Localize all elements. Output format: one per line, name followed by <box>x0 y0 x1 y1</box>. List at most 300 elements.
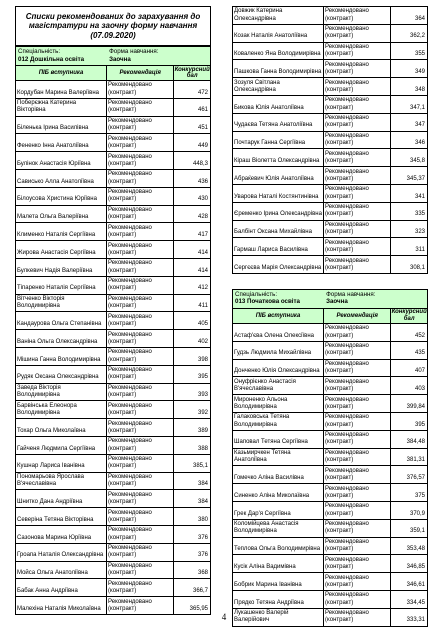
recommendation-basis: (контракт) <box>325 599 354 606</box>
applicant-name: Кусік Аліна Вадимівна <box>233 555 324 572</box>
competitive-score: 359,1 <box>409 528 425 535</box>
competitive-score: 393 <box>197 392 208 399</box>
table-row <box>232 203 428 221</box>
recommendation-cell <box>324 185 391 202</box>
applicant-name: Булкевич Надія Валеріївна <box>16 259 107 276</box>
applicant-name: Ваніна Ольга Олександрівна <box>16 330 107 347</box>
specialty-value: 013 Початкова освіта <box>235 298 300 306</box>
table-row <box>15 134 211 152</box>
competitive-score: 388 <box>197 445 208 452</box>
recommendation-status: Рекомендовано <box>325 467 369 474</box>
page-number: 4 <box>221 612 227 622</box>
recommendation-basis: (контракт) <box>325 211 354 218</box>
recommendation-cell <box>107 526 174 543</box>
competitive-score: 366,7 <box>192 587 208 594</box>
applicant-name: Поберєжна Катерина Вікторівна <box>16 99 107 116</box>
competitive-score: 417 <box>197 231 208 238</box>
applicant-name: Онуфрієнко Анастасія В'ячеславівна <box>233 377 324 394</box>
recommendation-basis: (контракт) <box>108 427 137 434</box>
table-row <box>232 342 428 360</box>
competitive-score: 436 <box>197 178 208 185</box>
recommendation-status: Рекомендовано <box>325 414 369 421</box>
recommendation-cell <box>107 259 174 276</box>
applicant-name: Гармаш Лариса Василівна <box>233 238 324 255</box>
column-header-recommendation: Рекомендація <box>107 66 174 80</box>
applicant-name: Тіпаренко Наталія Сергіївна <box>16 277 107 294</box>
applicant-name: Мироненко Альона Володимирівна <box>233 395 324 412</box>
recommendation-basis: (контракт) <box>108 142 137 149</box>
table-row <box>232 256 428 274</box>
applicant-name: Северіна Тетяна Вікторівна <box>16 508 107 525</box>
applicant-name: Астаф'єва Олена Олексіївна <box>233 324 324 341</box>
table-row <box>232 466 428 484</box>
competitive-score: 461 <box>197 107 208 114</box>
recommendation-status: Рекомендовано <box>108 206 152 213</box>
recommendation-cell <box>324 25 391 42</box>
column-header-score: Конкурсний бал <box>174 66 210 79</box>
recommendation-basis: (контракт) <box>325 229 354 236</box>
applicant-name: Кушнар Лариса Іванівна <box>16 455 107 472</box>
recommendation-status: Рекомендовано <box>108 456 152 463</box>
table-row <box>15 401 211 419</box>
table-row <box>232 7 428 25</box>
recommendation-status: Рекомендовано <box>325 221 369 228</box>
recommendation-basis: (контракт) <box>108 160 137 167</box>
recommendation-cell <box>324 377 391 394</box>
competitive-score: 399,84 <box>406 403 425 410</box>
applicant-name: Синенко Аліна Миколаївна <box>233 484 324 501</box>
competitive-score: 395 <box>414 421 425 428</box>
recommendation-status: Рекомендовано <box>325 115 369 122</box>
recommendation-basis: (контракт) <box>108 516 137 523</box>
recommendation-cell <box>324 60 391 77</box>
recommendation-cell <box>324 221 391 238</box>
recommendation-cell <box>107 99 174 116</box>
column-header-name: ПІБ вступника <box>233 309 324 323</box>
recommendation-basis: (контракт) <box>325 457 354 464</box>
recommendation-cell <box>107 562 174 579</box>
recommendation-status: Рекомендовано <box>325 43 369 50</box>
applicant-name: Зозуля Світлана Олександрівна <box>233 78 324 95</box>
study-form-value: Заочна <box>109 55 131 63</box>
recommendation-basis: (контракт) <box>325 33 354 40</box>
recommendation-cell <box>324 502 391 519</box>
recommendation-status: Рекомендовано <box>325 449 369 456</box>
competitive-score: 365,95 <box>189 605 208 612</box>
recommendation-cell <box>107 437 174 454</box>
recommendation-status: Рекомендовано <box>108 82 152 89</box>
competitive-score: 347,1 <box>409 104 425 111</box>
competitive-score: 449 <box>197 142 208 149</box>
recommendation-cell <box>107 348 174 365</box>
column-header-recommendation: Рекомендація <box>324 309 391 323</box>
recommendation-status: Рекомендовано <box>325 503 369 510</box>
recommendation-status: Рекомендовано <box>108 349 152 356</box>
applicant-name: Бикова Юлія Анатоліївна <box>233 96 324 113</box>
applicant-name: Барвінська Елеонора Володимирівна <box>16 401 107 418</box>
recommendation-basis: (контракт) <box>108 356 137 363</box>
competitive-score: 349 <box>414 68 425 75</box>
table-row <box>232 114 428 132</box>
recommendation-cell <box>107 277 174 294</box>
table-body-2 <box>232 324 428 627</box>
recommendation-status: Рекомендовано <box>108 562 152 569</box>
applicant-name: Сазонова Марина Юріївна <box>16 526 107 543</box>
competitive-score: 376,57 <box>406 474 425 481</box>
recommendation-basis: (контракт) <box>325 563 354 570</box>
recommendation-cell <box>324 7 391 24</box>
recommendation-status: Рекомендовано <box>325 432 369 439</box>
recommendation-cell <box>324 538 391 555</box>
recommendation-basis: (контракт) <box>325 492 354 499</box>
recommendation-cell <box>324 520 391 537</box>
recommendation-status: Рекомендовано <box>108 153 152 160</box>
specialty-header-2 <box>232 289 428 309</box>
table-row <box>15 277 211 295</box>
recommendation-basis: (контракт) <box>325 385 354 392</box>
table-row <box>15 223 211 241</box>
table-row <box>232 395 428 413</box>
table-body-continued <box>232 6 428 274</box>
applicant-name: Теплова Ольга Володимирівна <box>233 538 324 555</box>
specialty-value: 012 Дошкільна освіта <box>18 55 85 63</box>
competitive-score: 335 <box>414 211 425 218</box>
competitive-score: 414 <box>197 249 208 256</box>
recommendation-cell <box>107 544 174 561</box>
recommendation-status: Рекомендовано <box>325 592 369 599</box>
applicant-name: Абраќевич Юлія Анатоліївна <box>233 167 324 184</box>
recommendation-basis: (контракт) <box>325 546 354 553</box>
table-row <box>232 238 428 256</box>
recommendation-status: Рекомендовано <box>108 402 152 409</box>
recommendation-basis: (контракт) <box>325 421 354 428</box>
competitive-score: 346 <box>414 140 425 147</box>
competitive-score: 345,8 <box>409 157 425 164</box>
competitive-score: 472 <box>197 89 208 96</box>
table-row <box>232 502 428 520</box>
recommendation-cell <box>107 366 174 383</box>
recommendation-basis: (контракт) <box>108 267 137 274</box>
table-row <box>15 259 211 277</box>
recommendation-cell <box>107 473 174 490</box>
table-row <box>232 149 428 167</box>
recommendation-cell <box>324 256 391 273</box>
recommendation-basis: (контракт) <box>108 196 137 203</box>
applicant-name: Заведа Вікторія Володимирівна <box>16 384 107 401</box>
recommendation-status: Рекомендовано <box>325 97 369 104</box>
recommendation-basis: (контракт) <box>325 175 354 182</box>
applicant-name: Білоусова Христина Юріївна <box>16 188 107 205</box>
recommendation-basis: (контракт) <box>108 409 137 416</box>
table-row <box>232 25 428 43</box>
recommendation-cell <box>324 395 391 412</box>
recommendation-status: Рекомендовано <box>325 360 369 367</box>
recommendation-cell <box>324 43 391 60</box>
recommendation-status: Рекомендовано <box>325 396 369 403</box>
recommendation-status: Рекомендовано <box>108 598 152 605</box>
recommendation-basis: (контракт) <box>325 439 354 446</box>
competitive-score: 412 <box>197 285 208 292</box>
recommendation-cell <box>107 508 174 525</box>
recommendation-basis: (контракт) <box>108 249 137 256</box>
recommendation-basis: (контракт) <box>325 264 354 271</box>
table-row <box>232 360 428 378</box>
competitive-score: 346,85 <box>406 563 425 570</box>
competitive-score: 333,31 <box>406 617 425 624</box>
recommendation-status: Рекомендовано <box>325 485 369 492</box>
table-row <box>15 544 211 562</box>
recommendation-cell <box>324 149 391 166</box>
recommendation-status: Рекомендовано <box>325 79 369 86</box>
recommendation-status: Рекомендовано <box>108 224 152 231</box>
table-row <box>15 562 211 580</box>
applicant-name: Гомечко Аліна Василівна <box>233 466 324 483</box>
recommendation-cell <box>324 342 391 359</box>
recommendation-basis: (контракт) <box>108 107 137 114</box>
recommendation-cell <box>324 431 391 448</box>
competitive-score: 402 <box>197 338 208 345</box>
table-row <box>232 167 428 185</box>
recommendation-status: Рекомендовано <box>108 135 152 142</box>
recommendation-status: Рекомендовано <box>108 367 152 374</box>
column-header-score: Конкурсний бал <box>391 309 427 322</box>
table-row <box>15 81 211 99</box>
recommendation-basis: (контракт) <box>325 332 354 339</box>
competitive-score: 376 <box>197 534 208 541</box>
recommendation-cell <box>107 295 174 312</box>
recommendation-status: Рекомендовано <box>108 580 152 587</box>
recommendation-status: Рекомендовано <box>108 420 152 427</box>
recommendation-basis: (контракт) <box>108 374 137 381</box>
competitive-score: 311 <box>415 246 425 253</box>
table-row <box>15 508 211 526</box>
applicant-name: Коваленко Яна Володимирівна <box>233 43 324 60</box>
recommendation-basis: (контракт) <box>108 498 137 505</box>
applicant-name: Козак Наталія Анатоліївна <box>233 25 324 42</box>
recommendation-basis: (контракт) <box>325 617 354 624</box>
competitive-score: 341 <box>414 193 425 200</box>
recommendation-basis: (контракт) <box>108 587 137 594</box>
recommendation-basis: (контракт) <box>325 122 354 129</box>
recommendation-status: Рекомендовано <box>325 343 369 350</box>
table-body <box>15 81 211 615</box>
recommendation-status: Рекомендовано <box>325 325 369 332</box>
recommendation-cell <box>107 188 174 205</box>
recommendation-status: Рекомендовано <box>108 278 152 285</box>
recommendation-cell <box>107 152 174 169</box>
table-row <box>15 206 211 224</box>
recommendation-cell <box>107 384 174 401</box>
table-row <box>15 312 211 330</box>
recommendation-status: Рекомендовано <box>108 100 152 107</box>
competitive-score: 411 <box>198 303 208 310</box>
table-row <box>232 185 428 203</box>
recommendation-cell <box>107 401 174 418</box>
competitive-score: 323 <box>414 229 425 236</box>
recommendation-cell <box>324 324 391 341</box>
table-row <box>15 437 211 455</box>
recommendation-basis: (контракт) <box>325 528 354 535</box>
applicant-name: Коломійцева Анастасія Володимирівна <box>233 520 324 537</box>
recommendation-status: Рекомендовано <box>325 239 369 246</box>
table-row <box>232 96 428 114</box>
recommendation-cell <box>107 312 174 329</box>
recommendation-status: Рекомендовано <box>108 509 152 516</box>
table-row <box>232 377 428 395</box>
competitive-score: 384 <box>197 498 208 505</box>
recommendation-basis: (контракт) <box>325 140 354 147</box>
recommendation-status: Рекомендовано <box>325 257 369 264</box>
competitive-score: 381,31 <box>406 457 425 464</box>
recommendation-basis: (контракт) <box>325 51 354 58</box>
competitive-score: 375 <box>414 492 425 499</box>
recommendation-cell <box>324 238 391 255</box>
recommendation-status: Рекомендовано <box>108 313 152 320</box>
recommendation-status: Рекомендовано <box>108 295 152 302</box>
competitive-score: 389 <box>197 427 208 434</box>
recommendation-status: Рекомендовано <box>325 186 369 193</box>
applicant-name: Шнитко Дана Андріївна <box>16 490 107 507</box>
recommendation-status: Рекомендовано <box>108 171 152 178</box>
recommendation-basis: (контракт) <box>325 157 354 164</box>
recommendation-basis: (контракт) <box>108 214 137 221</box>
recommendation-cell <box>107 579 174 596</box>
recommendation-basis: (контракт) <box>108 605 137 612</box>
competitive-score: 385,1 <box>192 463 208 470</box>
recommendation-cell <box>324 413 391 430</box>
table-row <box>15 419 211 437</box>
applicant-name: Кіраш Віолетта Олександрівна <box>233 149 324 166</box>
applicant-name: Почтарук Ганна Сергіївна <box>233 132 324 149</box>
recommendation-status: Рекомендовано <box>325 26 369 33</box>
applicant-name: Лукашенко Валерій Валерійович <box>233 609 324 626</box>
table-row <box>15 295 211 313</box>
table-row <box>15 170 211 188</box>
table-row <box>232 573 428 591</box>
applicant-name: Шаповал Тетяна Сергіївна <box>233 431 324 448</box>
competitive-score: 403 <box>414 385 425 392</box>
applicant-name: Пономарьова Ярослава В'ячеславівна <box>16 473 107 490</box>
recommendation-cell <box>107 134 174 151</box>
applicant-name: Клименко Наталія Сергіївна <box>16 223 107 240</box>
specialty-label: Спеціальність: <box>18 48 61 55</box>
table-row <box>15 490 211 508</box>
applicant-name: Жирова Анастасія Сергіївна <box>16 241 107 258</box>
competitive-score: 370,9 <box>409 510 425 517</box>
competitive-score: 347 <box>414 122 425 129</box>
competitive-score: 364 <box>414 15 425 22</box>
table-row <box>15 473 211 491</box>
table-row <box>232 520 428 538</box>
recommendation-status: Рекомендовано <box>325 538 369 545</box>
table-row <box>15 188 211 206</box>
recommendation-status: Рекомендовано <box>108 242 152 249</box>
applicant-name: Вітченко Вікторія Володимирівна <box>16 295 107 312</box>
table-row <box>232 221 428 239</box>
table-row <box>15 348 211 366</box>
table-row <box>15 99 211 117</box>
applicant-name: Кандаурова Ольга Степанівна <box>16 312 107 329</box>
recommendation-status: Рекомендовано <box>108 438 152 445</box>
recommendation-basis: (контракт) <box>325 193 354 200</box>
recommendation-status: Рекомендовано <box>325 8 369 15</box>
recommendation-cell <box>324 78 391 95</box>
applicant-name: Рудяк Оксана Олександрівна <box>16 366 107 383</box>
applicant-name: Єременко Ірина Олександрівна <box>233 203 324 220</box>
recommendation-status: Рекомендовано <box>108 473 152 480</box>
competitive-score: 395 <box>197 374 208 381</box>
table-row <box>232 60 428 78</box>
specialty-label: Спеціальність: <box>235 290 278 298</box>
recommendation-status: Рекомендовано <box>108 491 152 498</box>
recommendation-status: Рекомендовано <box>325 168 369 175</box>
recommendation-cell <box>107 419 174 436</box>
recommendation-basis: (контракт) <box>325 403 354 410</box>
specialty-header <box>15 46 211 66</box>
table-row <box>15 330 211 348</box>
recommendation-cell <box>107 455 174 472</box>
table-row <box>15 579 211 597</box>
recommendation-cell <box>324 449 391 466</box>
competitive-score: 405 <box>197 320 208 327</box>
table-row <box>232 538 428 556</box>
applicant-name: Балбінт Оксана Михайлівна <box>233 221 324 238</box>
recommendation-status: Рекомендовано <box>325 61 369 68</box>
applicant-name: Пашкова Ганна Володимирівна <box>233 60 324 77</box>
table-row <box>15 366 211 384</box>
table-row <box>15 526 211 544</box>
recommendation-cell <box>324 167 391 184</box>
applicant-name: Донченко Юлія Олександрівна <box>233 360 324 377</box>
recommendation-cell <box>324 132 391 149</box>
recommendation-status: Рекомендовано <box>325 610 369 617</box>
recommendation-basis: (контракт) <box>108 481 137 488</box>
recommendation-cell <box>324 203 391 220</box>
recommendation-cell <box>107 117 174 134</box>
recommendation-basis: (контракт) <box>325 510 354 517</box>
competitive-score: 362,2 <box>409 33 425 40</box>
recommendation-cell <box>324 360 391 377</box>
recommendation-cell <box>324 573 391 590</box>
table-row <box>232 78 428 96</box>
applicant-name: Казьмирчкен Тетяна Анатоліївна <box>233 449 324 466</box>
table-row <box>232 449 428 467</box>
recommendation-basis: (контракт) <box>108 552 137 559</box>
competitive-score: 355 <box>414 51 425 58</box>
recommendation-status: Рекомендовано <box>108 545 152 552</box>
applicant-name: Бобрик Марина Іванівна <box>233 573 324 590</box>
recommendation-basis: (контракт) <box>108 338 137 345</box>
recommendation-status: Рекомендовано <box>325 132 369 139</box>
recommendation-basis: (контракт) <box>108 445 137 452</box>
competitive-score: 368 <box>197 570 208 577</box>
competitive-score: 334,45 <box>406 599 425 606</box>
recommendation-basis: (контракт) <box>325 350 354 357</box>
recommendation-cell <box>324 555 391 572</box>
recommendation-status: Рекомендовано <box>325 556 369 563</box>
recommendation-basis: (контракт) <box>325 581 354 588</box>
competitive-score: 392 <box>197 409 208 416</box>
applicant-name: Мойса Ольга Анатоліївна <box>16 562 107 579</box>
recommendation-status: Рекомендовано <box>325 521 369 528</box>
recommendation-basis: (контракт) <box>108 392 137 399</box>
competitive-score: 376 <box>197 552 208 559</box>
applicant-name: Кордубан Марина Валеріївна <box>16 81 107 98</box>
recommendation-cell <box>324 591 391 608</box>
applicant-name: Малета Ольга Валеріївна <box>16 206 107 223</box>
recommendation-basis: (контракт) <box>325 368 354 375</box>
table-row <box>232 43 428 61</box>
